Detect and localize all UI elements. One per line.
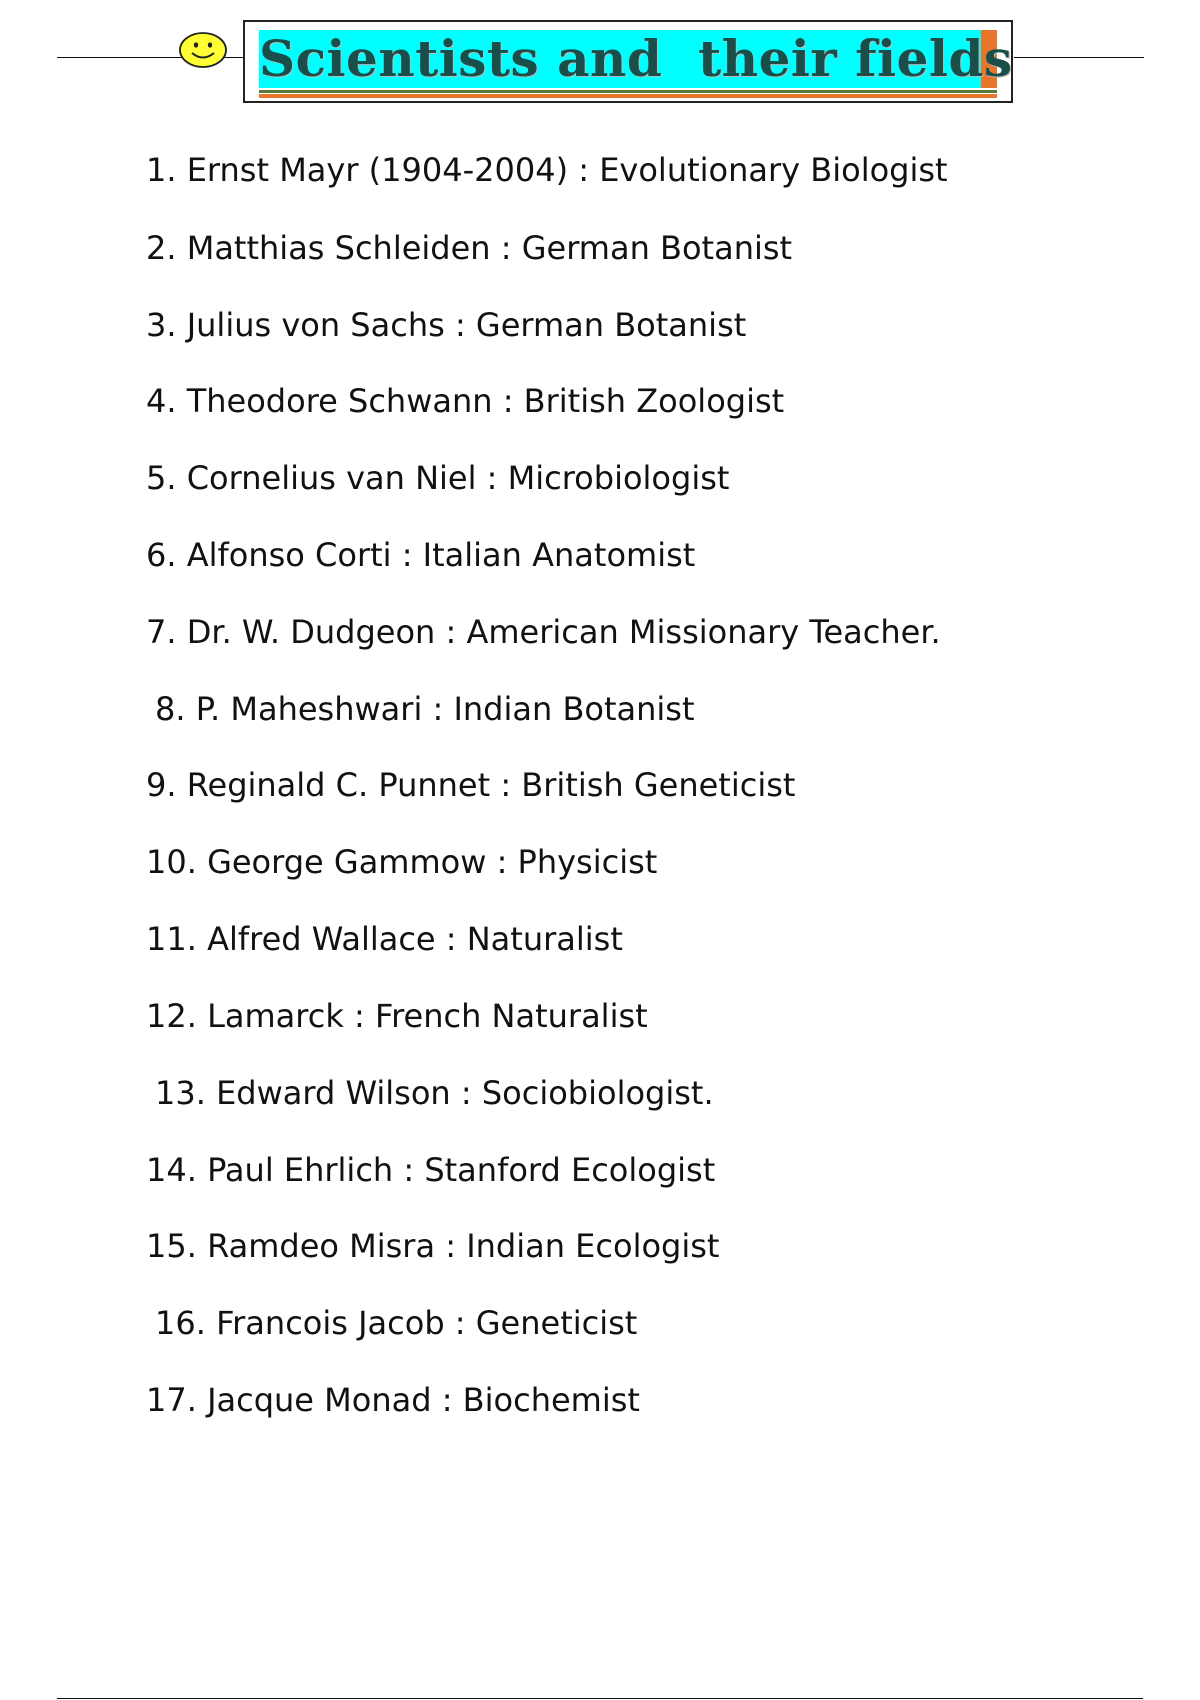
- list-item: 7. Dr. W. Dudgeon : American Missionary Teacher.: [146, 613, 941, 651]
- list-item: 15. Ramdeo Misra : Indian Ecologist: [146, 1227, 720, 1265]
- list-item: 16. Francois Jacob : Geneticist: [155, 1304, 638, 1342]
- list-item: 17. Jacque Monad : Biochemist: [146, 1381, 640, 1419]
- title-banner: [259, 29, 1013, 88]
- list-item: 12. Lamarck : French Naturalist: [146, 997, 648, 1035]
- list-item: 8. P. Maheshwari : Indian Botanist: [155, 690, 695, 728]
- list-item: 3. Julius von Sachs : German Botanist: [146, 306, 747, 344]
- list-item: 13. Edward Wilson : Sociobiologist.: [155, 1074, 714, 1112]
- smiley-icon: [178, 31, 228, 69]
- list-item: 14. Paul Ehrlich : Stanford Ecologist: [146, 1151, 716, 1189]
- header-rule-right: [1014, 57, 1144, 58]
- footer-rule: [57, 1698, 1143, 1699]
- title-underline: [259, 90, 997, 93]
- title-underline-accent: [259, 94, 997, 98]
- list-item: 6. Alfonso Corti : Italian Anatomist: [146, 536, 696, 574]
- list-item: 11. Alfred Wallace : Naturalist: [146, 920, 623, 958]
- list-item: 10. George Gammow : Physicist: [146, 843, 658, 881]
- list-item: 9. Reginald C. Punnet : British Geneticist: [146, 766, 796, 804]
- list-item: 4. Theodore Schwann : British Zoologist: [146, 382, 785, 420]
- title-frame: [243, 20, 1013, 103]
- list-item: 2. Matthias Schleiden : German Botanist: [146, 229, 793, 267]
- page-title: Scientists and their fields: [259, 29, 1013, 88]
- list-item: 1. Ernst Mayr (1904-2004) : Evolutionary Biologist: [146, 151, 948, 189]
- list-item: 5. Cornelius van Niel : Microbiologist: [146, 459, 730, 497]
